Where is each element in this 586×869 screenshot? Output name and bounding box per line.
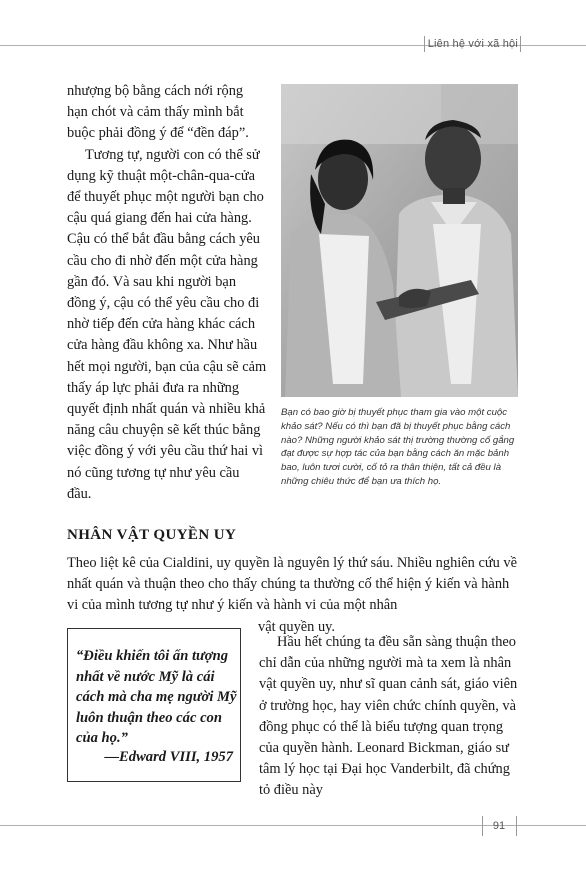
quote-text: “Điều khiến tôi ấn tượng nhất về nước Mỹ là cái cách mà cha mẹ người Mỹ luôn thuận theo các con của họ.” (76, 648, 237, 747)
left-column (67, 81, 267, 505)
header-divider-right (520, 36, 521, 52)
section-heading: NHÂN VẬT QUYỀN UY (67, 527, 237, 543)
page-number: 91 (492, 820, 506, 832)
left-paragraph-1: nhượng bộ bằng cách nới rộng hạn chót và cảm thấy mình bắt buộc phải đồng ý để “đền đáp”. (67, 83, 249, 142)
header-divider-left (424, 36, 425, 52)
photo-illustration (281, 84, 518, 397)
section-paragraph-text: Theo liệt kê của Cialdini, uy quyền là nguyên lý thứ sáu. Nhiều nghiên cứu về nhất quán và thuận theo cho thấy chúng ta thường cố thể hiện ý kiến và hành vi của mình tương tự như ý kiến và hành vi của một nhân (67, 555, 518, 614)
section-paragraph-tail: vật quyền uy. (258, 618, 335, 635)
section-paragraph (67, 553, 519, 638)
footer-divider-right (516, 816, 517, 836)
quote-author: —Edward VIII, 1957 (104, 749, 233, 765)
right-paragraph: Hầu hết chúng ta đều sẵn sàng thuận theo chỉ dẫn của những người mà ta xem là nhân vật quyền uy, như sĩ quan cảnh sát, giáo viên ở trường học, hay viên chức chính quyền, và đồng phục có thể là biểu tượng quan trọng của quyền hành. Leonard Bickman, giáo sư tâm lý học tại Đại học Vanderbilt, đã chứng tỏ điều này (259, 634, 518, 799)
photo-survey (281, 84, 518, 397)
left-paragraph-2: Tương tự, người con có thể sử dụng kỹ thuật một-chân-qua-cửa để thuyết phục một người bạn cho cậu quá giang đến hai cửa hàng. Cậu có thể bắt đầu bằng cách yêu cầu cho đi nhờ đến một cửa hàng gần đó. Và sau khi người bạn đồng ý, cậu có thể yêu cầu cho đi nhờ tiếp đến cửa hàng khác cách cửa hàng đầu không xa. Như hầu hết mọi người, bạn của cậu sẽ cảm thấy áp lực phải đưa ra những quyết định nhất quán và nhiều khả năng câu chuyện sẽ kết thúc bằng việc đồng ý với yêu cầu thứ hai vì nó cũng tương tự như yêu cầu đầu. (67, 146, 267, 502)
section-label: Liên hệ với xã hội (427, 38, 518, 50)
photo-caption: Bạn có bao giờ bị thuyết phục tham gia vào một cuộc khảo sát? Nếu có thì bạn đã bị thuyết phục bằng cách nào? Những người khảo sát thị trường thường cố gắng đạt được sự hợp tác của bạn bằng cách ăn mặc bảnh bao, luôn tươi cười, cố tỏ ra thân thiện, tất cả đều là những chiêu thức để bạn ưa thích họ. (281, 407, 515, 487)
